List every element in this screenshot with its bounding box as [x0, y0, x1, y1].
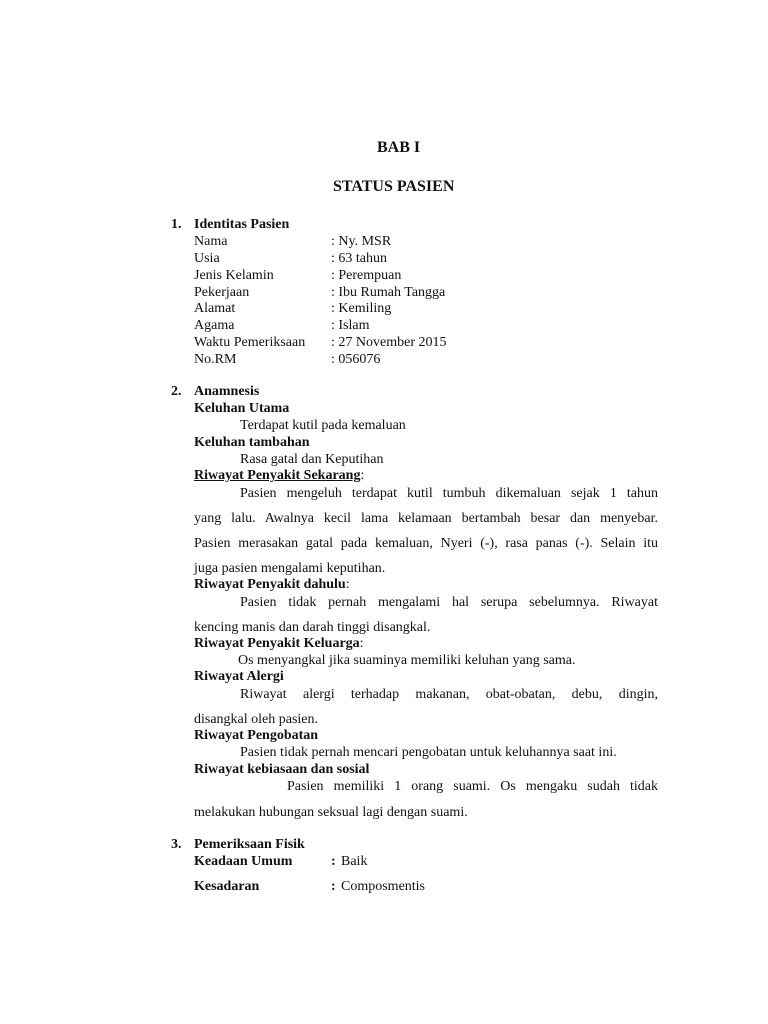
rps-line-1: Pasien mengeluh terdapat kutil tumbuh dikemaluan sejak 1 tahun — [240, 486, 658, 501]
field-value-usia: : 63 tahun — [331, 251, 387, 266]
rpd-line-2: kencing manis dan darah tinggi disangkal. — [194, 620, 431, 635]
text-pengobatan: Pasien tidak pernah mencari pengobatan untuk keluhannya saat ini. — [240, 745, 617, 760]
text-keluhan-tambahan: Rasa gatal dan Keputihan — [240, 452, 384, 467]
field-label-jenis-kelamin: Jenis Kelamin — [194, 268, 274, 283]
subheading-rps-wrap — [194, 467, 364, 484]
section-heading-identitas: Identitas Pasien — [194, 217, 290, 232]
subheading-rpd: Riwayat Penyakit dahulu — [194, 577, 346, 592]
field-value-keadaan-umum: Baik — [341, 854, 368, 869]
field-label-keadaan-umum: Keadaan Umum — [194, 854, 293, 869]
subheading-kebiasaan: Riwayat kebiasaan dan sosial — [194, 762, 370, 777]
field-label-nama: Nama — [194, 234, 228, 249]
subheading-rps-colon: : — [360, 468, 365, 483]
field-value-nama: : Ny. MSR — [331, 234, 392, 249]
text-rpk: Os menyangkal jika suaminya memiliki keluhan yang sama. — [238, 653, 576, 668]
document-title: STATUS PASIEN — [333, 178, 455, 195]
field-label-waktu: Waktu Pemeriksaan — [194, 335, 306, 350]
kebiasaan-line-2: melakukan hubungan seksual lagi dengan suami. — [194, 805, 468, 820]
rps-line-3: Pasien merasakan gatal pada kemaluan, Nyeri (-), rasa panas (-). Selain itu — [194, 536, 658, 551]
rpd-line-1: Pasien tidak pernah mengalami hal serupa sebelumnya. Riwayat — [240, 595, 658, 610]
field-label-alamat: Alamat — [194, 301, 236, 316]
field-value-pekerjaan: : Ibu Rumah Tangga — [331, 285, 446, 300]
section-number-1: 1. — [171, 217, 182, 232]
field-colon-keadaan-umum: : — [331, 854, 336, 869]
field-value-jenis-kelamin: : Perempuan — [331, 268, 402, 283]
field-label-norm: No.RM — [194, 352, 237, 367]
rps-line-4: juga pasien mengalami keputihan. — [194, 561, 386, 576]
section-number-2: 2. — [171, 384, 182, 399]
rps-line-2: yang lalu. Awalnya kecil lama kelamaan bertambah besar dan menyebar. — [194, 511, 658, 526]
subheading-rpk: Riwayat Penyakit Keluarga — [194, 636, 360, 651]
field-label-pekerjaan: Pekerjaan — [194, 285, 250, 300]
field-value-kesadaran: Composmentis — [341, 879, 426, 894]
subheading-rpk-wrap — [194, 635, 364, 652]
subheading-keluhan-tambahan: Keluhan tambahan — [194, 435, 310, 450]
section-heading-pemeriksaan: Pemeriksaan Fisik — [194, 837, 305, 852]
field-colon-kesadaran: : — [331, 879, 336, 894]
alergi-line-2: disangkal oleh pasien. — [194, 712, 319, 727]
alergi-line-1: Riwayat alergi terhadap makanan, obat-obatan, debu, dingin, — [240, 687, 658, 702]
field-label-kesadaran: Kesadaran — [194, 879, 260, 894]
kebiasaan-line-1: Pasien memiliki 1 orang suami. Os mengaku sudah tidak — [287, 779, 658, 794]
subheading-pengobatan: Riwayat Pengobatan — [194, 728, 319, 743]
subheading-keluhan-utama: Keluhan Utama — [194, 401, 290, 416]
subheading-alergi: Riwayat Alergi — [194, 669, 284, 684]
section-heading-anamnesis: Anamnesis — [194, 384, 260, 399]
subheading-rpk-colon: : — [359, 636, 364, 651]
subheading-rpd-wrap — [194, 576, 350, 593]
subheading-rpd-colon: : — [345, 577, 350, 592]
chapter-heading: BAB I — [377, 139, 421, 156]
field-value-waktu: : 27 November 2015 — [331, 335, 447, 350]
section-number-3: 3. — [171, 837, 182, 852]
field-label-agama: Agama — [194, 318, 235, 333]
subheading-rps: Riwayat Penyakit Sekarang — [194, 468, 361, 483]
text-keluhan-utama: Terdapat kutil pada kemaluan — [240, 418, 406, 433]
field-value-agama: : Islam — [331, 318, 370, 333]
field-value-norm: : 056076 — [331, 352, 381, 367]
field-label-usia: Usia — [194, 251, 220, 266]
field-value-alamat: : Kemiling — [331, 301, 392, 316]
